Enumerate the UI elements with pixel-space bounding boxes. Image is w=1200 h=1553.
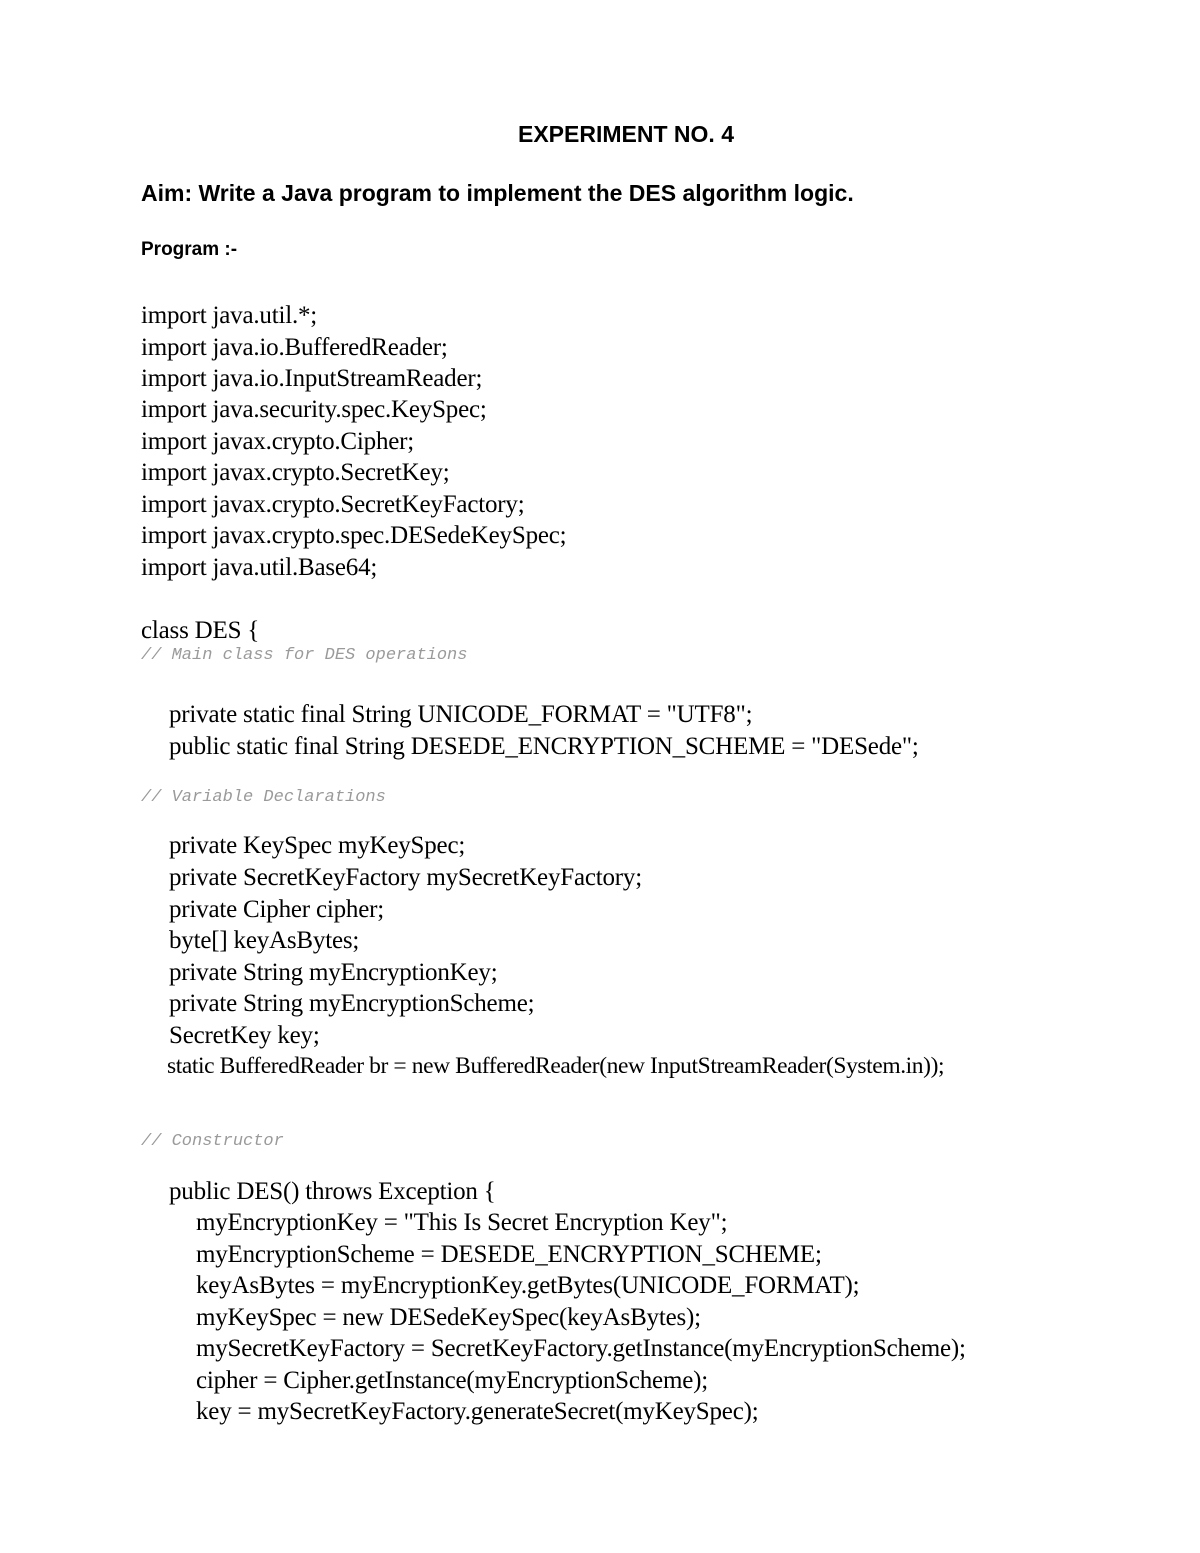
experiment-heading: EXPERIMENT NO. 4	[518, 121, 734, 147]
variable-line: private String myEncryptionKey;	[169, 959, 498, 986]
comment-main-class: // Main class for DES operations	[141, 646, 468, 665]
import-line: import java.security.spec.KeySpec;	[141, 396, 487, 423]
reader-line: static BufferedReader br = new BufferedReader(new InputStreamReader(System.in));	[167, 1053, 945, 1079]
import-line: import javax.crypto.SecretKeyFactory;	[141, 491, 525, 518]
variable-line: private KeySpec myKeySpec;	[169, 832, 466, 859]
import-line: import java.util.*;	[141, 302, 318, 329]
import-line: import javax.crypto.Cipher;	[141, 428, 415, 455]
import-line: import java.io.InputStreamReader;	[141, 365, 483, 392]
constructor-body-line: cipher = Cipher.getInstance(myEncryptionScheme);	[196, 1367, 708, 1394]
comment-constructor: // Constructor	[141, 1132, 284, 1151]
variable-line: private String myEncryptionScheme;	[169, 990, 535, 1017]
constructor-body-line: mySecretKeyFactory = SecretKeyFactory.getInstance(myEncryptionScheme);	[196, 1335, 966, 1362]
variable-line: byte[] keyAsBytes;	[169, 927, 360, 954]
class-declaration: class DES {	[141, 617, 260, 644]
import-line: import javax.crypto.SecretKey;	[141, 459, 450, 486]
constructor-body-line: key = mySecretKeyFactory.generateSecret(myKeySpec);	[196, 1398, 759, 1425]
import-line: import java.io.BufferedReader;	[141, 334, 448, 361]
program-label: Program :-	[141, 239, 238, 260]
constructor-body-line: keyAsBytes = myEncryptionKey.getBytes(UNICODE_FORMAT);	[196, 1272, 860, 1299]
constructor-body-line: myKeySpec = new DESedeKeySpec(keyAsBytes);	[196, 1304, 701, 1331]
constructor-body-line: myEncryptionKey = "This Is Secret Encryption Key";	[196, 1209, 728, 1236]
aim-statement: Aim: Write a Java program to implement the DES algorithm logic.	[141, 180, 854, 206]
constant-line: public static final String DESEDE_ENCRYPTION_SCHEME = "DESede";	[169, 733, 919, 760]
comment-variables: // Variable Declarations	[141, 788, 386, 807]
variable-line: private Cipher cipher;	[169, 896, 384, 923]
import-line: import java.util.Base64;	[141, 554, 378, 581]
constructor-body-line: myEncryptionScheme = DESEDE_ENCRYPTION_SCHEME;	[196, 1241, 822, 1268]
import-line: import javax.crypto.spec.DESedeKeySpec;	[141, 522, 567, 549]
variable-line: private SecretKeyFactory mySecretKeyFactory;	[169, 864, 642, 891]
constant-line: private static final String UNICODE_FORMAT = "UTF8";	[169, 701, 753, 728]
variable-line: SecretKey key;	[169, 1022, 320, 1049]
constructor-signature: public DES() throws Exception {	[169, 1178, 496, 1205]
